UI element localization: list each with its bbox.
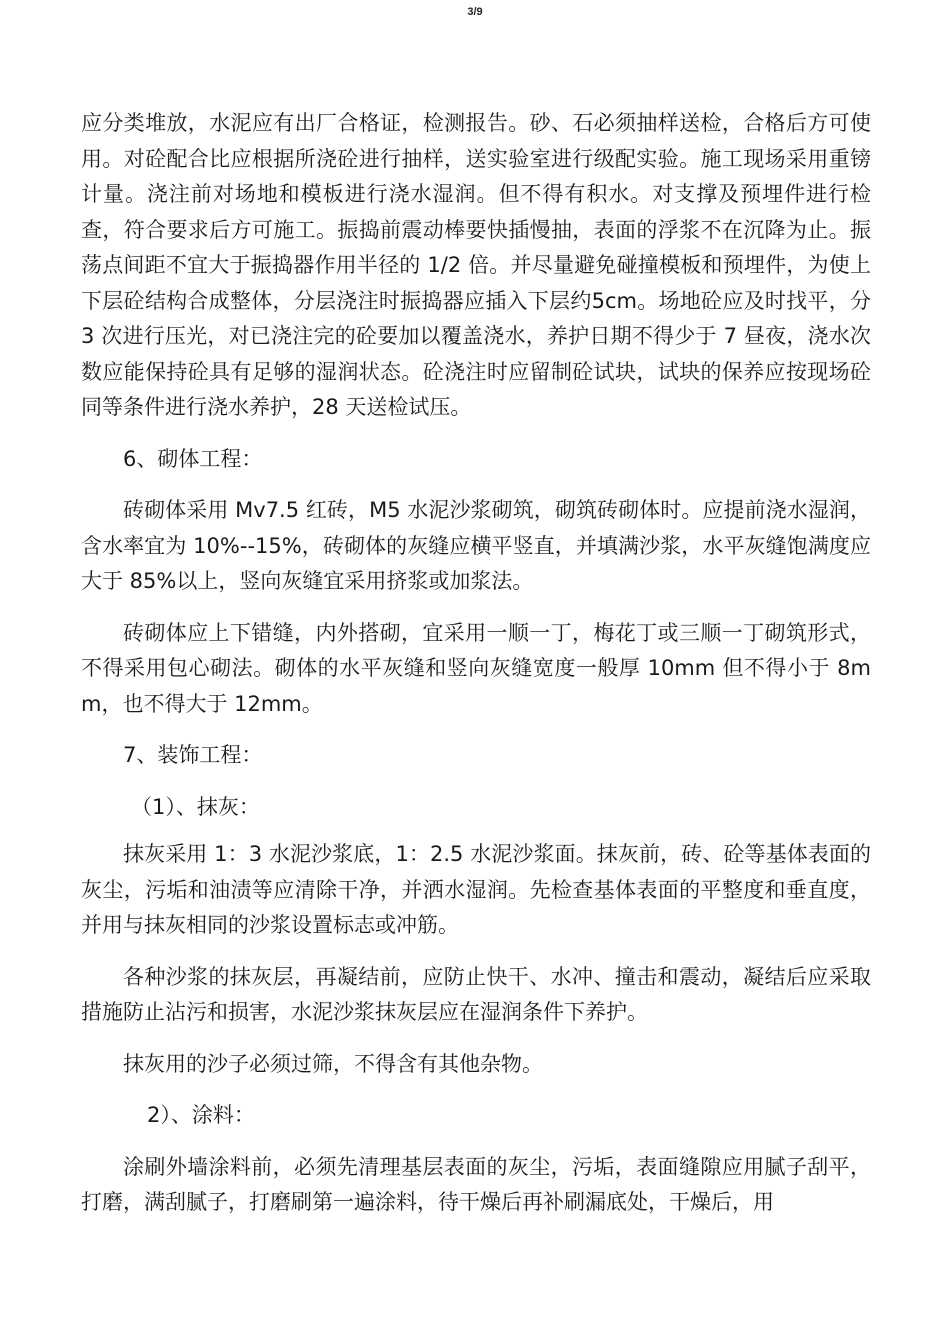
section-heading-masonry: 6、砌体工程：	[123, 446, 263, 471]
paragraph-plaster-mix: 抹灰采用 1：3 水泥沙浆底，1：2.5 水泥沙浆面。抹灰前，砖、砼等基体表面的灰尘，污垢和油渍等应清除干净，并洒水湿润。先检查基体表面的平整度和垂直度，并用与抹灰相同的沙浆设置标志或冲筋。	[81, 842, 871, 937]
paragraph-concrete: 应分类堆放，水泥应有出厂合格证，检测报告。砂、石必须抽样送检，合格后方可使用。对砼配合比应根据所浇砼进行抽样，送实验室进行级配实验。施工现场采用重镑计量。浇注前对场地和模板进行浇水湿润。但不得有积水。对支撑及预埋件进行检查，符合要求后方可施工。振捣前震动棒要快插慢抽，表面的浮浆不在沉降为止。振荡点间距不宜大于振捣器作用半径的 1/2 倍。并尽量避免碰撞模板和预埋件，为使上下层砼结构合成整体，分层浇注时振捣器应插入下层约5cm。场地砼应及时找平，分 3 次进行压光，对已浇注完的砼要加以覆盖浇水，养护日期不得少于 7 昼夜，浇水次数应能保持砼具有足够的湿润状态。砼浇注时应留制砼试块，试块的保养应按现场砼同等条件进行浇水养护，28 天送检试压。	[81, 111, 871, 419]
subheading-coating: 2）、涂料：	[147, 1103, 255, 1127]
paragraph-plaster-curing: 各种沙浆的抹灰层，再凝结前，应防止快干、水冲、撞击和震动，凝结后应采取措施防止沾污和损害，水泥沙浆抹灰层应在湿润条件下养护。	[81, 964, 871, 1024]
paragraph-masonry-joints: 砖砌体应上下错缝，内外搭砌，宜采用一顺一丁，梅花丁或三顺一丁砌筑形式，不得采用包心砌法。砌体的水平灰缝和竖向灰缝宽度一般厚 10mm 但不得小于 8mm，也不得大于 12mm。	[81, 620, 871, 716]
subheading-plastering: （1）、抹灰：	[131, 794, 260, 819]
page-number: 3/9	[467, 6, 483, 18]
paragraph-coating: 涂刷外墙涂料前，必须先清理基层表面的灰尘，污垢，表面缝隙应用腻子刮平，打磨，满刮腻子，打磨刷第一遍涂料，待干燥后再补刷漏底处，干燥后，用	[81, 1154, 871, 1214]
paragraph-plaster-sand: 抹灰用的沙子必须过筛，不得含有其他杂物。	[123, 1051, 543, 1076]
section-heading-decoration: 7、装饰工程：	[123, 743, 263, 767]
paragraph-masonry-materials: 砖砌体采用 Mv7.5 红砖，M5 水泥沙浆砌筑，砌筑砖砌体时。应提前浇水湿润，含水率宜为 10%--15%，砖砌体的灰缝应横平竖直，并填满沙浆，水平灰缝饱满度应大于 85%以上，竖向灰缝宜采用挤浆或加浆法。	[81, 498, 871, 593]
document-body	[81, 106, 871, 1237]
